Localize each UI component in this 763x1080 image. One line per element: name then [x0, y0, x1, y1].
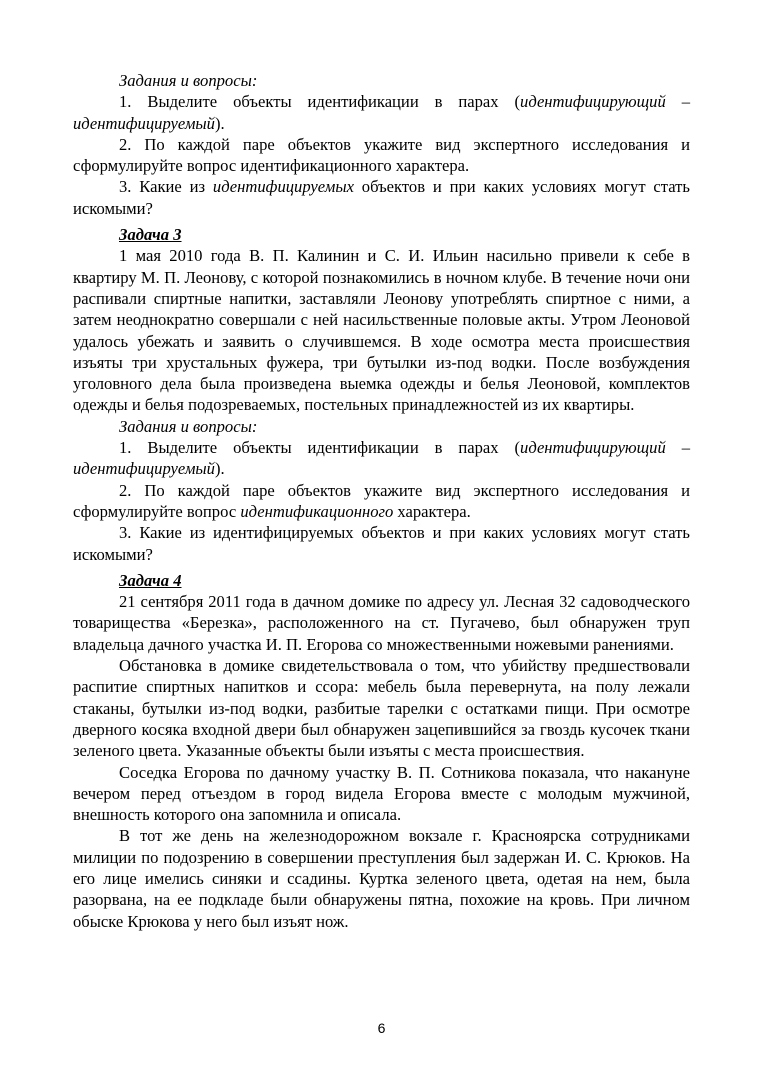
task-3-body: 1 мая 2010 года В. П. Калинин и С. И. Ильин насильно привели к себе в квартиру М. П. Леонову, с которой познакомились в ночном клубе. В течение ночи они распивали спиртные напитки, заставляли Леонову употреблять спиртное с ними, а затем неоднократно совершали с ней насильственные половые акты. Утром Леоновой удалось убежать и заявить о случившемся. В ходе осмотра места происшествия изъяты три хрустальных фужера, три бутылки из-под водки. После возбуждения уголовного дела была произведена выемка одежды и белья Леоновой, комплектов одежды и белья подозреваемых, постельных принадлежностей из их квартиры.	[73, 246, 690, 415]
task-3-question-1: 1. Выделите объекты идентификации в парах (идентифицирующий – идентифицируемый).	[73, 438, 690, 479]
tasks-heading-2: Задания и вопросы:	[119, 416, 258, 436]
task-3-question-3: 3. Какие из идентифицируемых объектов и при каких условиях могут стать искомыми?	[73, 523, 690, 564]
task-4-paragraph-2: Обстановка в домике свидетельствовала о том, что убийству предшествовали распитие спиртных напитков и ссора: мебель была перевернута, на полу лежали стаканы, бутылки из-под водки, разбитые тарелки с остатками пищи. При осмотре дверного косяка входной двери был обнаружен зацепившийся за гвоздь кусочек ткани зеленого цвета. Указанные объекты были изъяты с места происшествия.	[73, 656, 690, 761]
question-1: 1. Выделите объекты идентификации в парах (идентифицирующий – идентифицируемый).	[73, 92, 690, 133]
task-3-question-2: 2. По каждой паре объектов укажите вид экспертного исследования и сформулируйте вопрос идентификационного характера.	[73, 480, 690, 521]
question-2: 2. По каждой паре объектов укажите вид экспертного исследования и сформулируйте вопрос идентификационного характера.	[73, 134, 690, 176]
task-4-paragraph-4: В тот же день на железнодорожном вокзале г. Красноярска сотрудниками милиции по подозрению в совершении преступления был задержан И. С. Крюков. На его лице имелись синяки и ссадины. Куртка зеленого цвета, одетая на нем, была разорвана, на ее подкладе были обнаружены пятна, похожие на кровь. При личном обыске Крюкова у него был изъят нож.	[73, 826, 690, 931]
task-4-paragraph-3: Соседка Егорова по дачному участку В. П. Сотникова показала, что накануне вечером перед отъездом в город видела Егорова вместе с молодым мужчиной, внешность которого она запомнила и описала.	[73, 762, 690, 825]
task-3-title: Задача 3	[119, 225, 182, 245]
task-4-title: Задача 4	[119, 570, 182, 590]
question-3: 3. Какие из идентифицируемых объектов и при каких условиях могут стать искомыми?	[73, 177, 690, 218]
page-text	[73, 70, 690, 932]
task-4-paragraph-1: 21 сентября 2011 года в дачном домике по адресу ул. Лесная 32 садоводческого товарищества «Березка», расположенного на ст. Пугачево, был обнаружен труп владельца дачного участка И. П. Егорова со множественными ножевыми ранениями.	[73, 592, 690, 654]
tasks-heading-1: Задания и вопросы:	[119, 71, 258, 90]
page-number: 6	[377, 1020, 386, 1036]
